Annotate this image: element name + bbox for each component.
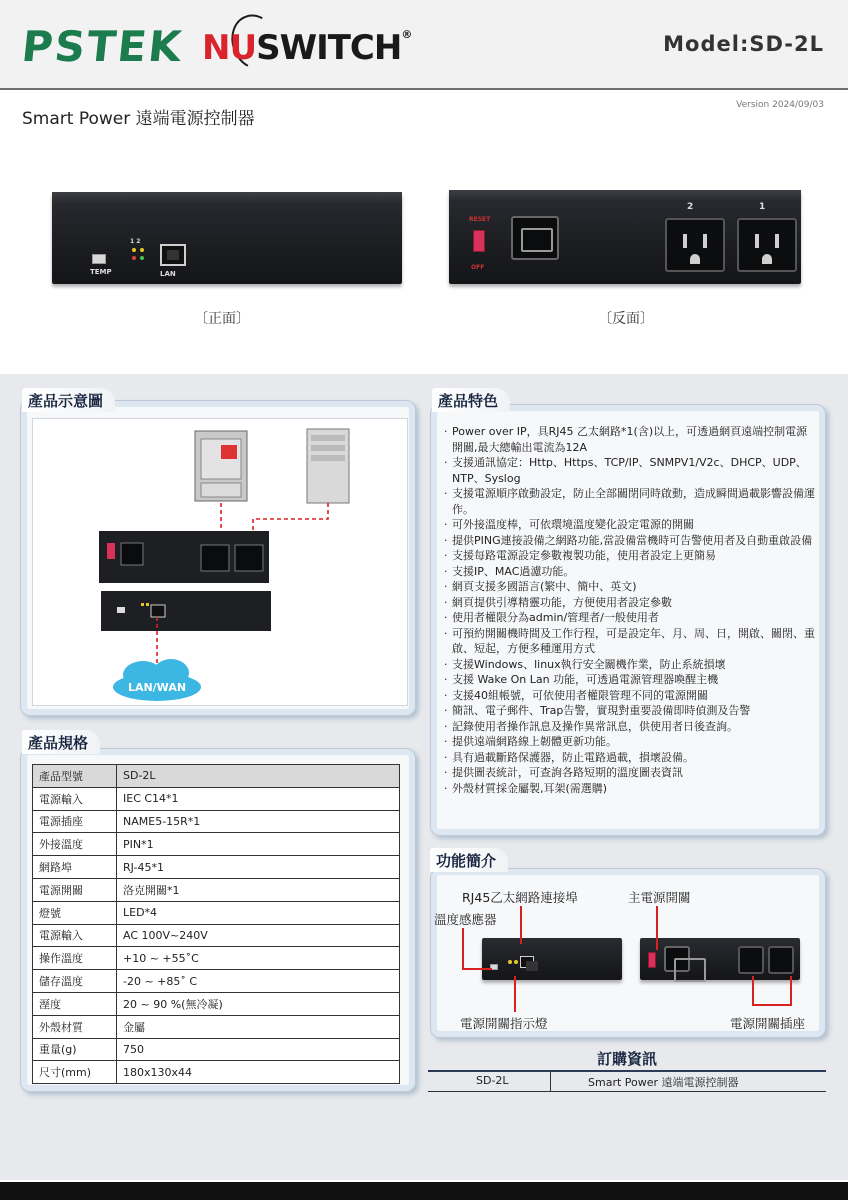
feature-item: · 簡訊、電子郵件、Trap告警，實現對重要設備即時偵測及告警 xyxy=(444,703,816,719)
back-device-photo: RESET OFF 2 1 xyxy=(449,190,801,284)
order-model: SD-2L xyxy=(476,1074,509,1087)
spec-value: 金屬 xyxy=(117,1015,400,1038)
spec-row xyxy=(33,924,400,947)
led-icon xyxy=(132,256,136,260)
nuswitch-logo: NUSWITCH® xyxy=(202,28,412,68)
spec-key: 重量(g) xyxy=(33,1038,117,1061)
spec-key: 儲存溫度 xyxy=(33,970,117,993)
feature-item: · 使用者權限分為admin/管理者/一般使用者 xyxy=(444,610,816,626)
spec-key: 電源插座 xyxy=(33,810,117,833)
function-title: 功能簡介 xyxy=(430,848,508,872)
temp-sensor-label: 溫度感應器 xyxy=(434,912,497,927)
spec-row xyxy=(33,970,400,993)
cloud-label: LAN/WAN xyxy=(127,681,187,694)
feature-item: · 網頁提供引導精靈功能，方便使用者設定參數 xyxy=(444,595,816,611)
spec-value: AC 100V~240V xyxy=(117,924,400,947)
network-diagram-svg xyxy=(33,419,409,707)
spec-value: 洛克開關*1 xyxy=(117,878,400,901)
back-caption: 〔反面〕 xyxy=(598,311,654,327)
order-desc: Smart Power 遠端電源控制器 xyxy=(588,1076,739,1089)
cloud-icon xyxy=(113,659,201,701)
feature-item: · 提供圖表統計，可查詢各路短期的溫度圖表資訊 xyxy=(444,765,816,781)
spec-row xyxy=(33,1015,400,1038)
page-header xyxy=(0,0,848,90)
product-diagram xyxy=(32,418,408,706)
feature-item: · 支援Windows、linux執行安全關機作業，防止系統損壞 xyxy=(444,657,816,673)
diagram-title: 產品示意圖 xyxy=(22,388,115,412)
diagram-front-device-icon xyxy=(101,591,271,631)
feature-item: · 可外接溫度棒，可依環境溫度變化設定電源的開關 xyxy=(444,517,816,533)
order-title: 訂購資訊 xyxy=(428,1048,826,1072)
feature-item: · 記錄使用者操作訊息及操作異常訊息，供使用者日後查詢。 xyxy=(444,719,816,735)
spec-row xyxy=(33,856,400,879)
spec-value: +10 ~ +55˚C xyxy=(117,947,400,970)
spec-key: 外接溫度 xyxy=(33,833,117,856)
spec-row xyxy=(33,833,400,856)
pc-tower-icon xyxy=(307,429,349,503)
feature-item: · 外殼材質採金屬製,耳架(需選購) xyxy=(444,781,816,797)
main-switch-label: 主電源開關 xyxy=(628,890,691,905)
rocker-switch-icon xyxy=(473,230,485,252)
product-title: Smart Power 遠端電源控制器 xyxy=(22,109,255,129)
diagram-back-device-icon xyxy=(99,531,269,583)
spec-key: 網路埠 xyxy=(33,856,117,879)
spec-value: -20 ~ +85˚ C xyxy=(117,970,400,993)
outlet-icon xyxy=(665,218,725,272)
spec-value: PIN*1 xyxy=(117,833,400,856)
spec-row xyxy=(33,992,400,1015)
model-number: Model:SD-2L xyxy=(663,32,824,56)
spec-row xyxy=(33,765,400,788)
iec-inlet-icon xyxy=(511,216,559,260)
spec-row xyxy=(33,1061,400,1084)
spec-row xyxy=(33,878,400,901)
feature-item: · 具有過載斷路保護器，防止電路過載，損壞設備。 xyxy=(444,750,816,766)
spec-row xyxy=(33,1038,400,1061)
feature-item: · 可預約開關機時間及工作行程，可是設定年、月、周、日，開啟、關閉、重啟、短起，方便多種運用方式 xyxy=(444,626,816,657)
rj45-label: RJ45乙太網路連接埠 xyxy=(462,890,578,905)
outlet-icon xyxy=(737,218,797,272)
function-back-device xyxy=(640,938,800,980)
outlets-label: 電源開關插座 xyxy=(730,1016,806,1031)
front-caption: 〔正面〕 xyxy=(194,311,250,327)
spec-value: RJ-45*1 xyxy=(117,856,400,879)
spec-key: 產品型號 xyxy=(33,765,117,788)
server-icon xyxy=(195,431,247,501)
led-icon xyxy=(140,248,144,252)
spec-key: 尺寸(mm) xyxy=(33,1061,117,1084)
spec-key: 溼度 xyxy=(33,992,117,1015)
function-front-device xyxy=(482,938,622,980)
feature-item: · Power over IP，具RJ45 乙太網路*1(含)以上，可透過網頁遠端控制電源開關,最大總輸出電流為12A xyxy=(444,424,816,455)
features-title: 產品特色 xyxy=(432,388,510,412)
spec-value: SD-2L xyxy=(117,765,400,788)
spec-row xyxy=(33,947,400,970)
spec-value: IEC C14*1 xyxy=(117,787,400,810)
spec-key: 外殼材質 xyxy=(33,1015,117,1038)
spec-key: 燈號 xyxy=(33,901,117,924)
spec-value: LED*4 xyxy=(117,901,400,924)
spec-row xyxy=(33,787,400,810)
feature-item: · 提供遠端網路線上韌體更新功能。 xyxy=(444,734,816,750)
power-led-label: 電源開關指示燈 xyxy=(460,1016,548,1031)
order-row xyxy=(428,1070,826,1092)
bottom-bar xyxy=(0,1182,848,1200)
spec-key: 操作溫度 xyxy=(33,947,117,970)
front-device-photo: TEMP 1 2 LAN xyxy=(52,192,402,284)
specs-title: 產品規格 xyxy=(22,730,100,754)
temp-port-icon xyxy=(92,254,106,264)
spec-value: 180x130x44 xyxy=(117,1061,400,1084)
feature-item: · 提供PING連接設備之網路功能,當設備當機時可告警使用者及自動重啟設備 xyxy=(444,533,816,549)
spec-row xyxy=(33,810,400,833)
lan-port-icon xyxy=(160,244,186,266)
feature-item: · 支援40組帳號，可依使用者權限管理不同的電源開關 xyxy=(444,688,816,704)
spec-value: 20 ~ 90 %(無冷凝) xyxy=(117,992,400,1015)
led-icon xyxy=(140,256,144,260)
spec-key: 電源輸入 xyxy=(33,924,117,947)
spec-table xyxy=(32,764,400,1084)
led-icon xyxy=(132,248,136,252)
version-label: Version 2024/09/03 xyxy=(736,100,824,110)
spec-key: 電源輸入 xyxy=(33,787,117,810)
feature-item: · 支援通訊協定：Http、Https、TCP/IP、SNMPV1/V2c、DHCP、UDP、NTP、Syslog xyxy=(444,455,816,486)
feature-item: · 支援每路電源設定參數複製功能，使用者設定上更簡易 xyxy=(444,548,816,564)
features-list xyxy=(444,424,816,796)
spec-value: 750 xyxy=(117,1038,400,1061)
feature-item: · 網頁支援多國語言(繁中、簡中、英文) xyxy=(444,579,816,595)
feature-item: · 支援IP、MAC過濾功能。 xyxy=(444,564,816,580)
feature-item: · 支援電源順序啟動設定，防止全部關閉同時啟動，造成瞬間過載影響設備運作。 xyxy=(444,486,816,517)
spec-row xyxy=(33,901,400,924)
spec-key: 電源開關 xyxy=(33,878,117,901)
spec-value: NAME5-15R*1 xyxy=(117,810,400,833)
feature-item: · 支援 Wake On Lan 功能，可透過電源管理器喚醒主機 xyxy=(444,672,816,688)
pstek-logo: PSTEK xyxy=(19,22,186,71)
